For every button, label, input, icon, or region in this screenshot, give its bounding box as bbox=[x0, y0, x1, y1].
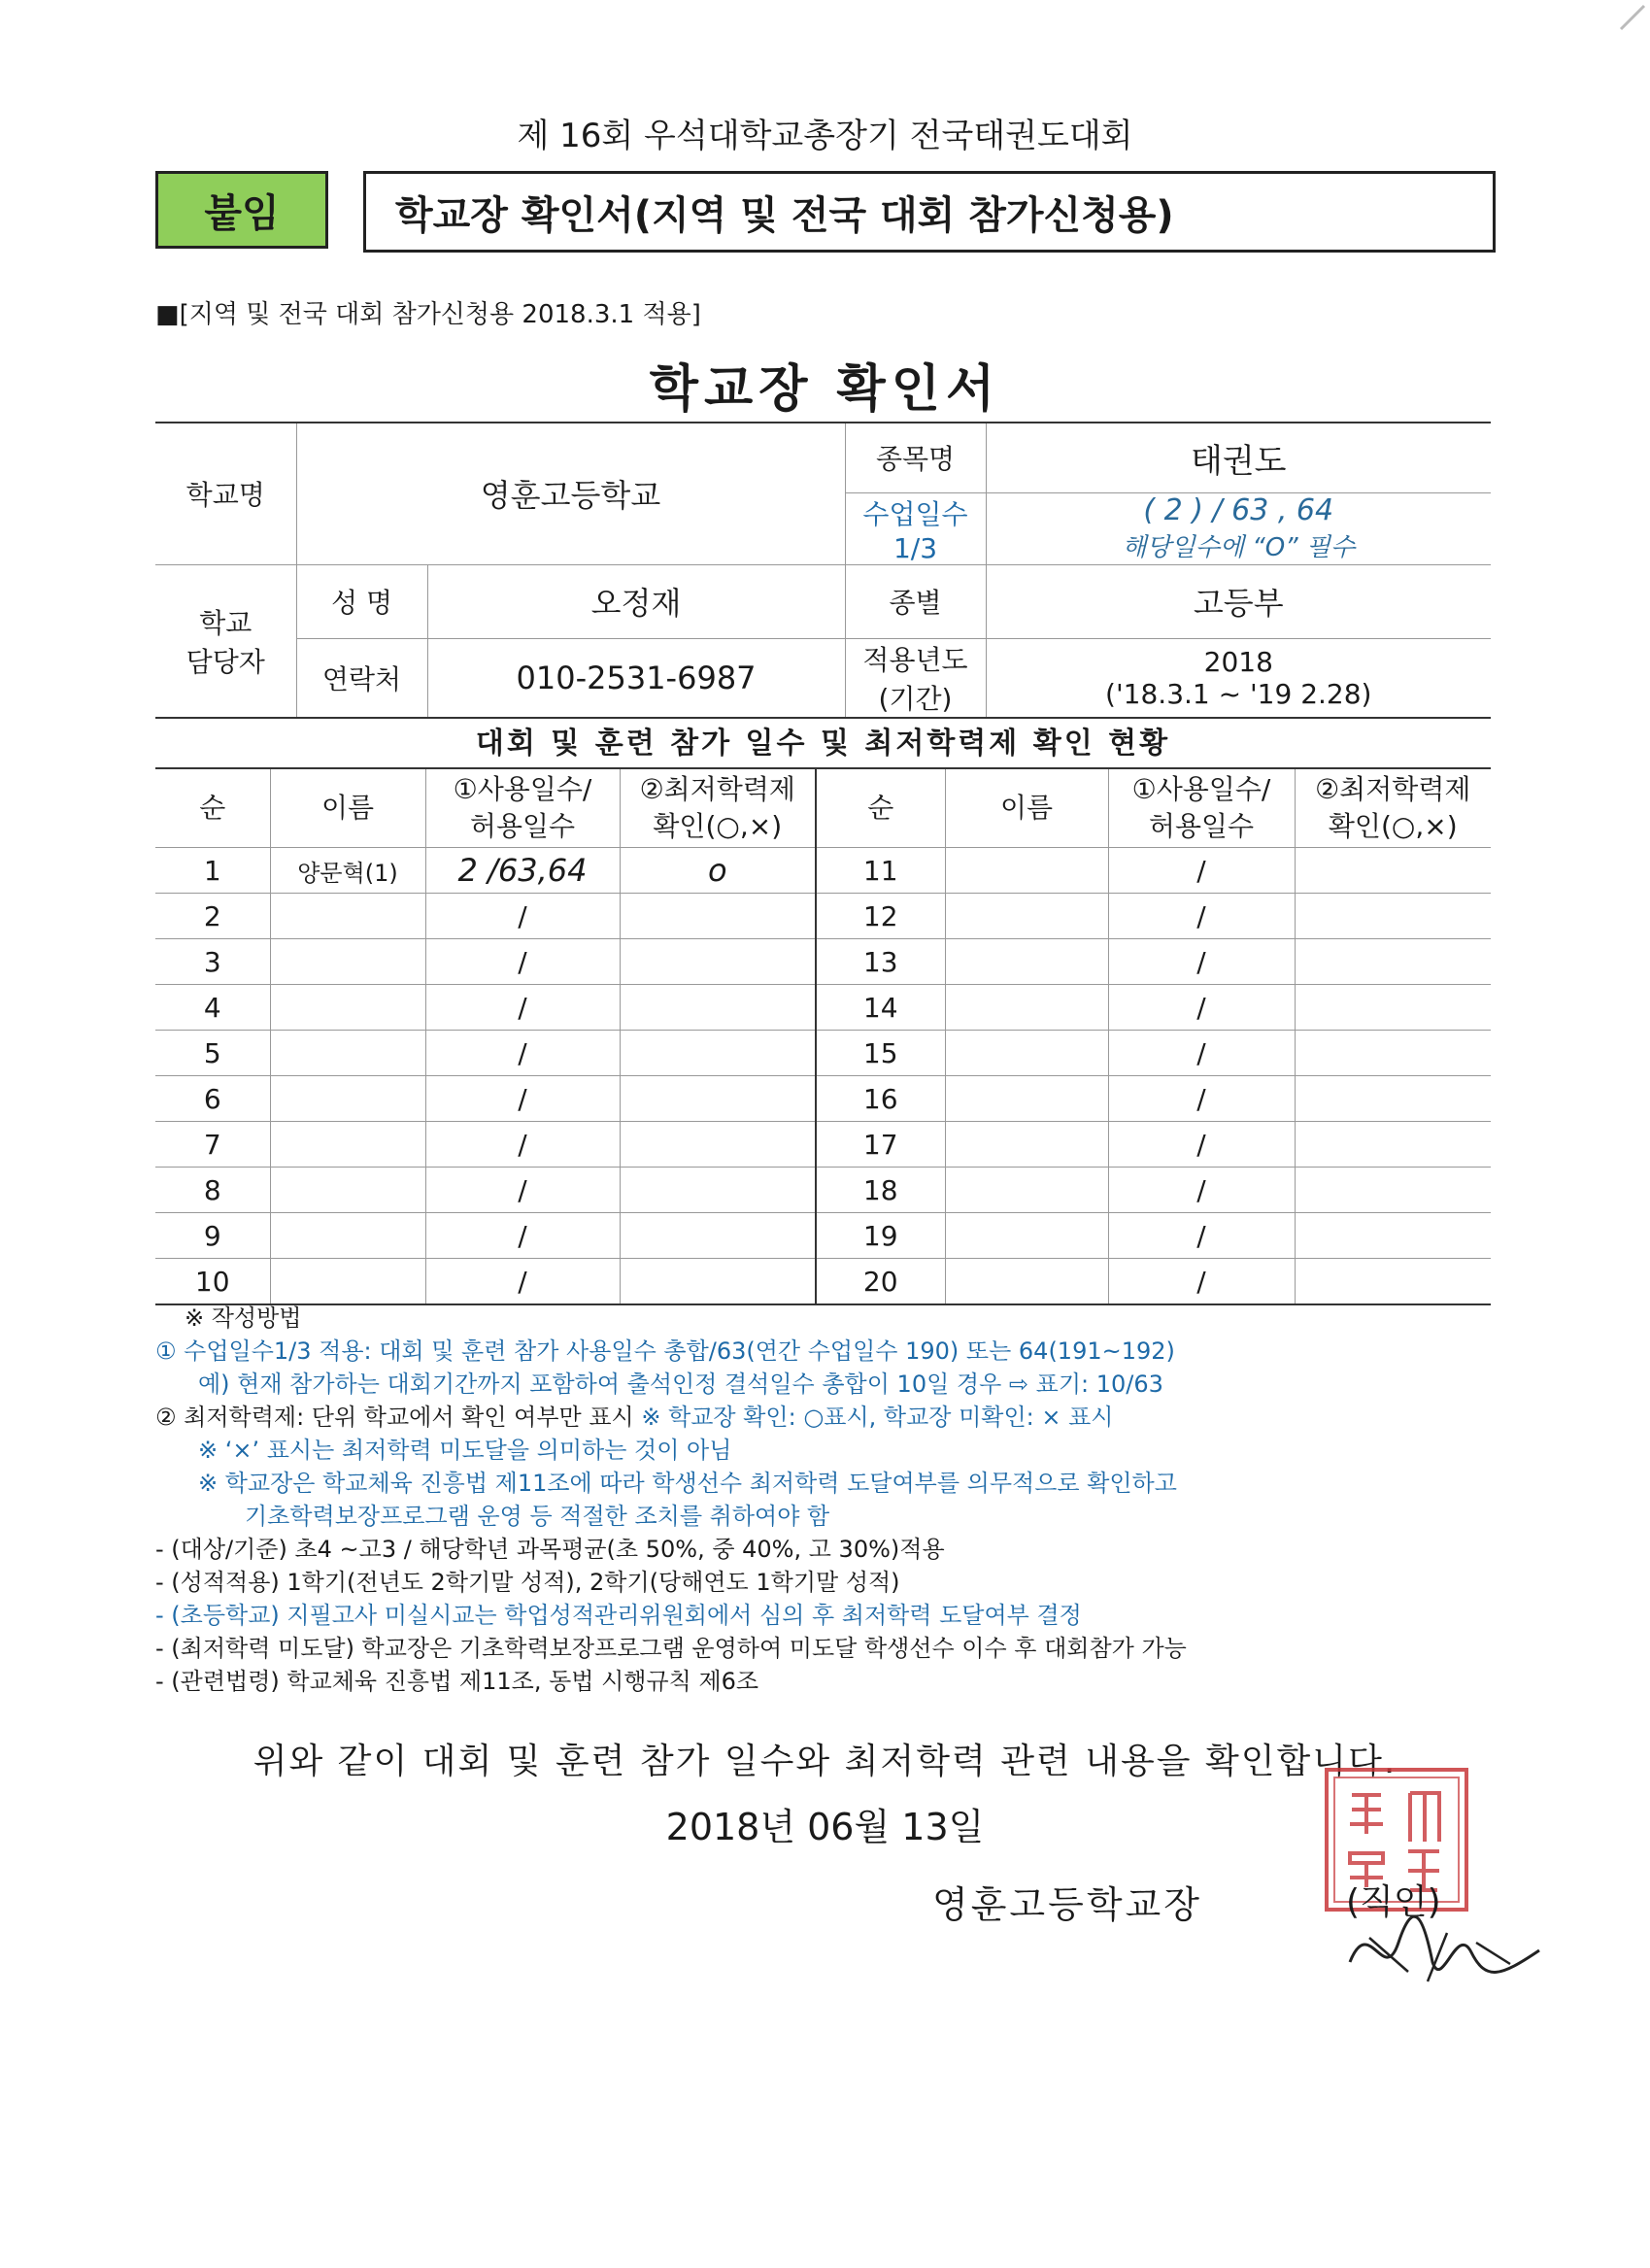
contact-label: 학교 담당자 bbox=[155, 564, 296, 718]
row-no: 18 bbox=[816, 1168, 945, 1213]
year-value: 2018 ('18.3.1 ~ '19 2.28) bbox=[986, 638, 1491, 718]
row-days: / bbox=[425, 1168, 620, 1213]
row-check bbox=[620, 1168, 816, 1213]
note-1b: 예) 현재 참가하는 대회기간까지 포함하여 출석인정 결석일수 총합이 10일 경우 ⇨ 표기: 10/63 bbox=[198, 1371, 1163, 1398]
row-check bbox=[1295, 894, 1491, 939]
row-no: 9 bbox=[155, 1213, 270, 1259]
row-days: / bbox=[1108, 848, 1295, 894]
table-row bbox=[155, 1122, 1491, 1168]
row-name bbox=[945, 1168, 1108, 1213]
row-no: 1 bbox=[155, 848, 270, 894]
class-days-value: ( 2 ) / 63 , 64 해당일수에 “O” 필수 bbox=[986, 492, 1491, 564]
form-note: ■[지역 및 전국 대회 참가신청용 2018.3.1 적용] bbox=[155, 300, 701, 329]
row-no: 20 bbox=[816, 1259, 945, 1305]
phone-label: 연락처 bbox=[296, 638, 427, 718]
header-check: ②최저학력제 확인(○,×) bbox=[620, 768, 816, 848]
row-no: 19 bbox=[816, 1213, 945, 1259]
row-days: / bbox=[1108, 1122, 1295, 1168]
row-days: / bbox=[1108, 985, 1295, 1031]
row-days: / bbox=[425, 939, 620, 985]
attachment-badge: 붙임 bbox=[155, 171, 328, 249]
row-name bbox=[945, 1122, 1108, 1168]
row-name bbox=[945, 1213, 1108, 1259]
row-days: / bbox=[425, 1076, 620, 1122]
principal-title: 영훈고등학교장 bbox=[932, 1883, 1202, 1926]
note-4a: ※ 학교장은 학교체육 진흥법 제11조에 따라 학생선수 최저학력 도달여부를 의무적으로 확인하고 bbox=[198, 1470, 1177, 1497]
table-row bbox=[155, 1259, 1491, 1305]
confirmation-text: 위와 같이 대회 및 훈련 참가 일수와 최저학력 관련 내용을 확인합니다. bbox=[253, 1742, 1397, 1781]
sport-label: 종목명 bbox=[845, 423, 986, 492]
row-check: o bbox=[620, 848, 816, 894]
row-name bbox=[945, 939, 1108, 985]
row-check bbox=[620, 985, 816, 1031]
row-no: 11 bbox=[816, 848, 945, 894]
issue-date: 2018년 06월 13일 bbox=[665, 1806, 985, 1848]
row-days: / bbox=[1108, 1259, 1295, 1305]
header-name: 이름 bbox=[270, 768, 425, 848]
corner-mark bbox=[1615, 0, 1650, 35]
row-check bbox=[620, 1213, 816, 1259]
row-name bbox=[945, 1031, 1108, 1076]
row-check bbox=[620, 939, 816, 985]
note-4b: 기초학력보장프로그램 운영 등 적절한 조치를 취하여야 함 bbox=[245, 1503, 830, 1530]
header-no: 순 bbox=[816, 768, 945, 848]
note-2: ② 최저학력제: 단위 학교에서 확인 여부만 표시 ※ 학교장 확인: ○표시, 학교장 미확인: × 표시 bbox=[155, 1404, 1114, 1431]
row-no: 16 bbox=[816, 1076, 945, 1122]
row-check bbox=[1295, 848, 1491, 894]
row-name: 양문혁(1) bbox=[270, 848, 425, 894]
class-days-label: 수업일수 1/3 bbox=[845, 492, 986, 564]
row-days: / bbox=[1108, 1168, 1295, 1213]
row-name bbox=[270, 1122, 425, 1168]
row-no: 3 bbox=[155, 939, 270, 985]
row-days: / bbox=[1108, 1031, 1295, 1076]
document-banner: 학교장 확인서(지역 및 전국 대회 참가신청용) bbox=[363, 171, 1496, 253]
row-no: 2 bbox=[155, 894, 270, 939]
table-row bbox=[155, 985, 1491, 1031]
name-label: 성 명 bbox=[296, 564, 427, 638]
sport-value: 태권도 bbox=[986, 423, 1491, 492]
row-check bbox=[1295, 1122, 1491, 1168]
row-name bbox=[945, 848, 1108, 894]
event-title: 제 16회 우석대학교총장기 전국태권도대회 bbox=[517, 117, 1133, 155]
school-value: 영훈고등학교 bbox=[296, 423, 845, 564]
school-label: 학교명 bbox=[155, 423, 296, 564]
table-row bbox=[155, 1213, 1491, 1259]
row-check bbox=[620, 894, 816, 939]
table-row bbox=[155, 848, 1491, 894]
participation-table bbox=[155, 767, 1491, 1305]
row-name bbox=[945, 1076, 1108, 1122]
row-check bbox=[1295, 1259, 1491, 1305]
row-name bbox=[270, 1259, 425, 1305]
row-check bbox=[620, 1076, 816, 1122]
official-seal-label: (직인) bbox=[1346, 1882, 1441, 1922]
header-days: ①사용일수/ 허용일수 bbox=[1108, 768, 1295, 848]
row-check bbox=[1295, 985, 1491, 1031]
phone-value: 010-2531-6987 bbox=[427, 638, 845, 718]
note-1a: ① 수업일수1/3 적용: 대회 및 훈련 참가 사용일수 총합/63(연간 수업일수 190) 또는 64(191~192) bbox=[155, 1337, 1175, 1365]
header-days: ①사용일수/ 허용일수 bbox=[425, 768, 620, 848]
document-title: 학교장 확인서 bbox=[649, 360, 1001, 419]
row-days: 2 /63,64 bbox=[425, 848, 620, 894]
row-no: 12 bbox=[816, 894, 945, 939]
table-row bbox=[155, 1168, 1491, 1213]
row-check bbox=[1295, 939, 1491, 985]
table-row bbox=[155, 1076, 1491, 1122]
row-no: 5 bbox=[155, 1031, 270, 1076]
row-name bbox=[270, 1031, 425, 1076]
row-no: 14 bbox=[816, 985, 945, 1031]
row-check bbox=[620, 1259, 816, 1305]
row-check bbox=[1295, 1031, 1491, 1076]
row-days: / bbox=[1108, 1213, 1295, 1259]
row-no: 6 bbox=[155, 1076, 270, 1122]
detail-4: - (최저학력 미도달) 학교장은 기초학력보장프로그램 운영하여 미도달 학생선수 이수 후 대회참가 가능 bbox=[155, 1635, 1187, 1662]
info-table bbox=[155, 422, 1491, 719]
detail-5: - (관련법령) 학교체육 진흥법 제11조, 동법 시행규칙 제6조 bbox=[155, 1668, 759, 1695]
table-row bbox=[155, 894, 1491, 939]
header-check: ②최저학력제 확인(○,×) bbox=[1295, 768, 1491, 848]
header-no: 순 bbox=[155, 768, 270, 848]
row-name bbox=[270, 939, 425, 985]
row-no: 7 bbox=[155, 1122, 270, 1168]
row-name bbox=[945, 894, 1108, 939]
section-title: 대회 및 훈련 참가 일수 및 최저학력제 확인 현황 bbox=[475, 727, 1171, 761]
detail-2: - (성적적용) 1학기(전년도 2학기말 성적), 2학기(당해연도 1학기말 성적) bbox=[155, 1569, 900, 1596]
row-check bbox=[1295, 1213, 1491, 1259]
signature bbox=[1340, 1894, 1544, 2001]
instructions bbox=[155, 1302, 1515, 1698]
year-label: 적용년도 (기간) bbox=[845, 638, 986, 718]
row-check bbox=[1295, 1076, 1491, 1122]
header-name: 이름 bbox=[945, 768, 1108, 848]
table-row bbox=[155, 1031, 1491, 1076]
row-days: / bbox=[425, 1031, 620, 1076]
name-value: 오정재 bbox=[427, 564, 845, 638]
row-days: / bbox=[425, 894, 620, 939]
detail-1: - (대상/기준) 초4 ~고3 / 해당학년 과목평균(초 50%, 중 40%, 고 30%)적용 bbox=[155, 1536, 945, 1563]
row-days: / bbox=[1108, 939, 1295, 985]
instructions-heading: ※ 작성방법 bbox=[185, 1304, 302, 1332]
row-name bbox=[270, 1076, 425, 1122]
row-no: 15 bbox=[816, 1031, 945, 1076]
note-3: ※ ‘×’ 표시는 최저학력 미도달을 의미하는 것이 아님 bbox=[198, 1437, 732, 1464]
division-label: 종별 bbox=[845, 564, 986, 638]
row-days: / bbox=[1108, 1076, 1295, 1122]
row-name bbox=[945, 1259, 1108, 1305]
row-name bbox=[270, 1213, 425, 1259]
table-row bbox=[155, 939, 1491, 985]
row-no: 8 bbox=[155, 1168, 270, 1213]
row-name bbox=[270, 894, 425, 939]
division-value: 고등부 bbox=[986, 564, 1491, 638]
row-no: 4 bbox=[155, 985, 270, 1031]
row-no: 17 bbox=[816, 1122, 945, 1168]
detail-3: - (초등학교) 지필고사 미실시교는 학업성적관리위원회에서 심의 후 최저학력 도달여부 결정 bbox=[155, 1602, 1082, 1629]
row-check bbox=[620, 1031, 816, 1076]
row-name bbox=[270, 985, 425, 1031]
row-days: / bbox=[425, 1122, 620, 1168]
row-check bbox=[1295, 1168, 1491, 1213]
row-name bbox=[945, 985, 1108, 1031]
row-days: / bbox=[425, 1213, 620, 1259]
row-days: / bbox=[425, 985, 620, 1031]
row-days: / bbox=[425, 1259, 620, 1305]
row-no: 10 bbox=[155, 1259, 270, 1305]
row-check bbox=[620, 1122, 816, 1168]
row-name bbox=[270, 1168, 425, 1213]
row-days: / bbox=[1108, 894, 1295, 939]
row-no: 13 bbox=[816, 939, 945, 985]
